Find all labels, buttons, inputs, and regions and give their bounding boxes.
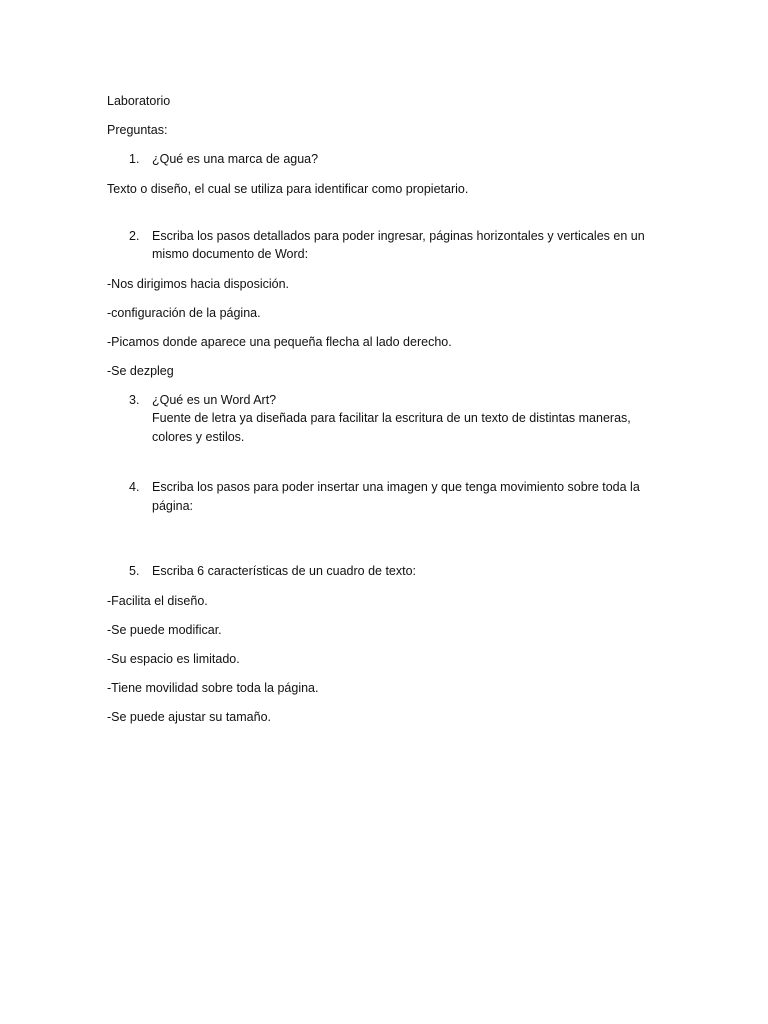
answer-2-step-1: -Nos dirigimos hacia disposición. (107, 276, 290, 291)
spacer (107, 457, 652, 478)
question-2-number: 2. (129, 228, 140, 243)
question-2 (107, 227, 652, 264)
question-5 (107, 562, 652, 581)
answer-5-item-4: -Tiene movilidad sobre toda la página. (107, 680, 319, 695)
question-3-text: ¿Qué es un Word Art? (152, 392, 277, 407)
answer-5-item-2: -Se puede modificar. (107, 622, 222, 637)
document-subtitle: Preguntas: (107, 123, 168, 137)
question-2-line-2: mismo documento de Word: (152, 247, 309, 261)
question-5-number: 5. (129, 564, 140, 578)
answer-2-step-4: -Se dezpleg (107, 363, 174, 378)
spacer (107, 209, 652, 227)
question-3-number: 3. (129, 392, 140, 407)
question-4-line-2: página: (152, 498, 194, 513)
answer-3-line-2: colores y estilos. (152, 429, 245, 444)
document-title: Laboratorio (107, 94, 171, 108)
question-4 (107, 478, 652, 515)
question-4-line-1: Escriba los pasos para poder insertar una imagen y que tenga movimiento sobre toda la (152, 480, 640, 494)
question-1-number: 1. (129, 152, 140, 166)
question-3 (107, 391, 652, 447)
answer-3-line-1: Fuente de letra ya diseñada para facilitar la escritura de un texto de distintas maneras, (152, 411, 631, 425)
question-1 (107, 150, 652, 169)
question-4-number: 4. (129, 480, 140, 494)
answer-5-item-1: -Facilita el diseño. (107, 593, 208, 608)
question-5-text: Escriba 6 características de un cuadro de texto: (152, 564, 417, 578)
answer-1: Texto o diseño, el cual se utiliza para identificar como propietario. (107, 181, 469, 196)
spacer (107, 526, 652, 562)
question-1-text: ¿Qué es una marca de agua? (152, 152, 319, 166)
answer-2-step-2: -configuración de la página. (107, 305, 261, 320)
answer-5-item-3: -Su espacio es limitado. (107, 651, 240, 666)
answer-2-step-3: -Picamos donde aparece una pequeña flecha al lado derecho. (107, 334, 452, 349)
question-2-line-1: Escriba los pasos detallados para poder ingresar, páginas horizontales y verticales en un (152, 228, 645, 243)
answer-5-item-5: -Se puede ajustar su tamaño. (107, 709, 271, 724)
document-body (107, 92, 652, 737)
